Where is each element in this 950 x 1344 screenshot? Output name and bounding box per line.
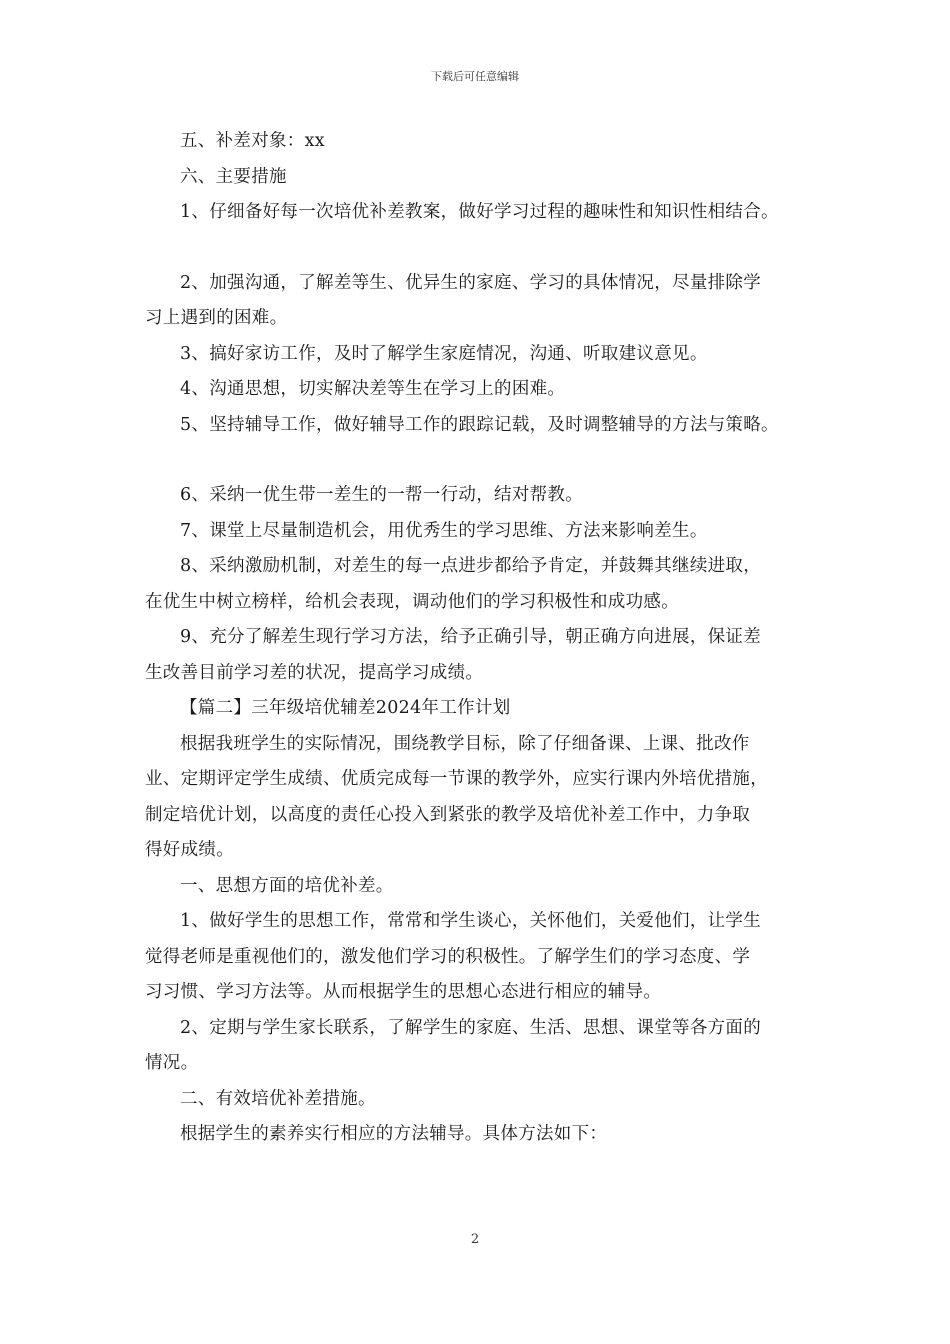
paragraph: 制定培优计划，以高度的责任心投入到紧张的教学及培优补差工作中，力争取 (145, 804, 751, 825)
page-header: 下载后可任意编辑 (431, 70, 519, 83)
paragraph: 6、采纳一优生带一差生的一帮一行动，结对帮教。 (180, 485, 584, 505)
paragraph: 情况。 (145, 1053, 199, 1073)
paragraph: 根据我班学生的实际情况，围绕教学目标，除了仔细备课、上课、批改作 (180, 733, 750, 754)
paragraph: 习习惯、学习方法等。从而根据学生的思想心态进行相应的辅导。 (145, 982, 662, 1002)
paragraph: 8、采纳激励机制，对差生的每一点进步都给予肯定，并鼓舞其继续进取， (180, 556, 762, 576)
paragraph: 在优生中树立榜样，给机会表现，调动他们的学习积极性和成功感。 (145, 591, 679, 612)
section-heading: 【篇二】三年级培优辅差2024年工作计划 (180, 698, 511, 718)
paragraph: 习上遇到的困难。 (145, 308, 288, 328)
paragraph: 5、坚持辅导工作，做好辅导工作的跟踪记载，及时调整辅导的方法与策略。 (180, 414, 779, 435)
paragraph: 业、定期评定学生成绩、优质完成每一节课的教学外，应实行课内外培优措施， (145, 769, 768, 789)
paragraph: 3、搞好家访工作，及时了解学生家庭情况，沟通、听取建议意见。 (180, 343, 708, 364)
paragraph: 9、充分了解差生现行学习方法，给予正确引导，朝正确方向进展，保证差 (180, 627, 762, 647)
paragraph: 1、做好学生的思想工作，常常和学生谈心，关怀他们，关爱他们，让学生 (180, 911, 762, 931)
paragraph: 得好成绩。 (145, 840, 234, 860)
paragraph: 生改善目前学习差的状况，提高学习成绩。 (145, 662, 484, 683)
page-number: 2 (470, 1232, 480, 1247)
paragraph: 根据学生的素养实行相应的方法辅导。具体方法如下： (180, 1124, 608, 1144)
paragraph: 2、加强沟通，了解差等生、优异生的家庭、学习的具体情况，尽量排除学 (180, 272, 762, 293)
paragraph: 二、有效培优补差措施。 (180, 1088, 376, 1109)
paragraph: 觉得老师是重视他们的，激发他们学习的积极性。了解学生们的学习态度、学 (145, 946, 751, 967)
paragraph: 4、沟通思想，切实解决差等生在学习上的困难。 (180, 379, 566, 399)
paragraph: 1、仔细备好每一次培优补差教案，做好学习过程的趣味性和知识性相结合。 (180, 202, 779, 222)
paragraph: 2、定期与学生家长联系，了解学生的家庭、生活、思想、课堂等各方面的 (180, 1017, 762, 1038)
paragraph: 7、课堂上尽量制造机会，用优秀生的学习思维、方法来影响差生。 (180, 520, 708, 541)
paragraph: 六、主要措施 (180, 166, 287, 187)
paragraph: 五、补差对象：xx (180, 131, 325, 151)
paragraph: 一、思想方面的培优补差。 (180, 875, 394, 896)
document-body (145, 124, 815, 1153)
